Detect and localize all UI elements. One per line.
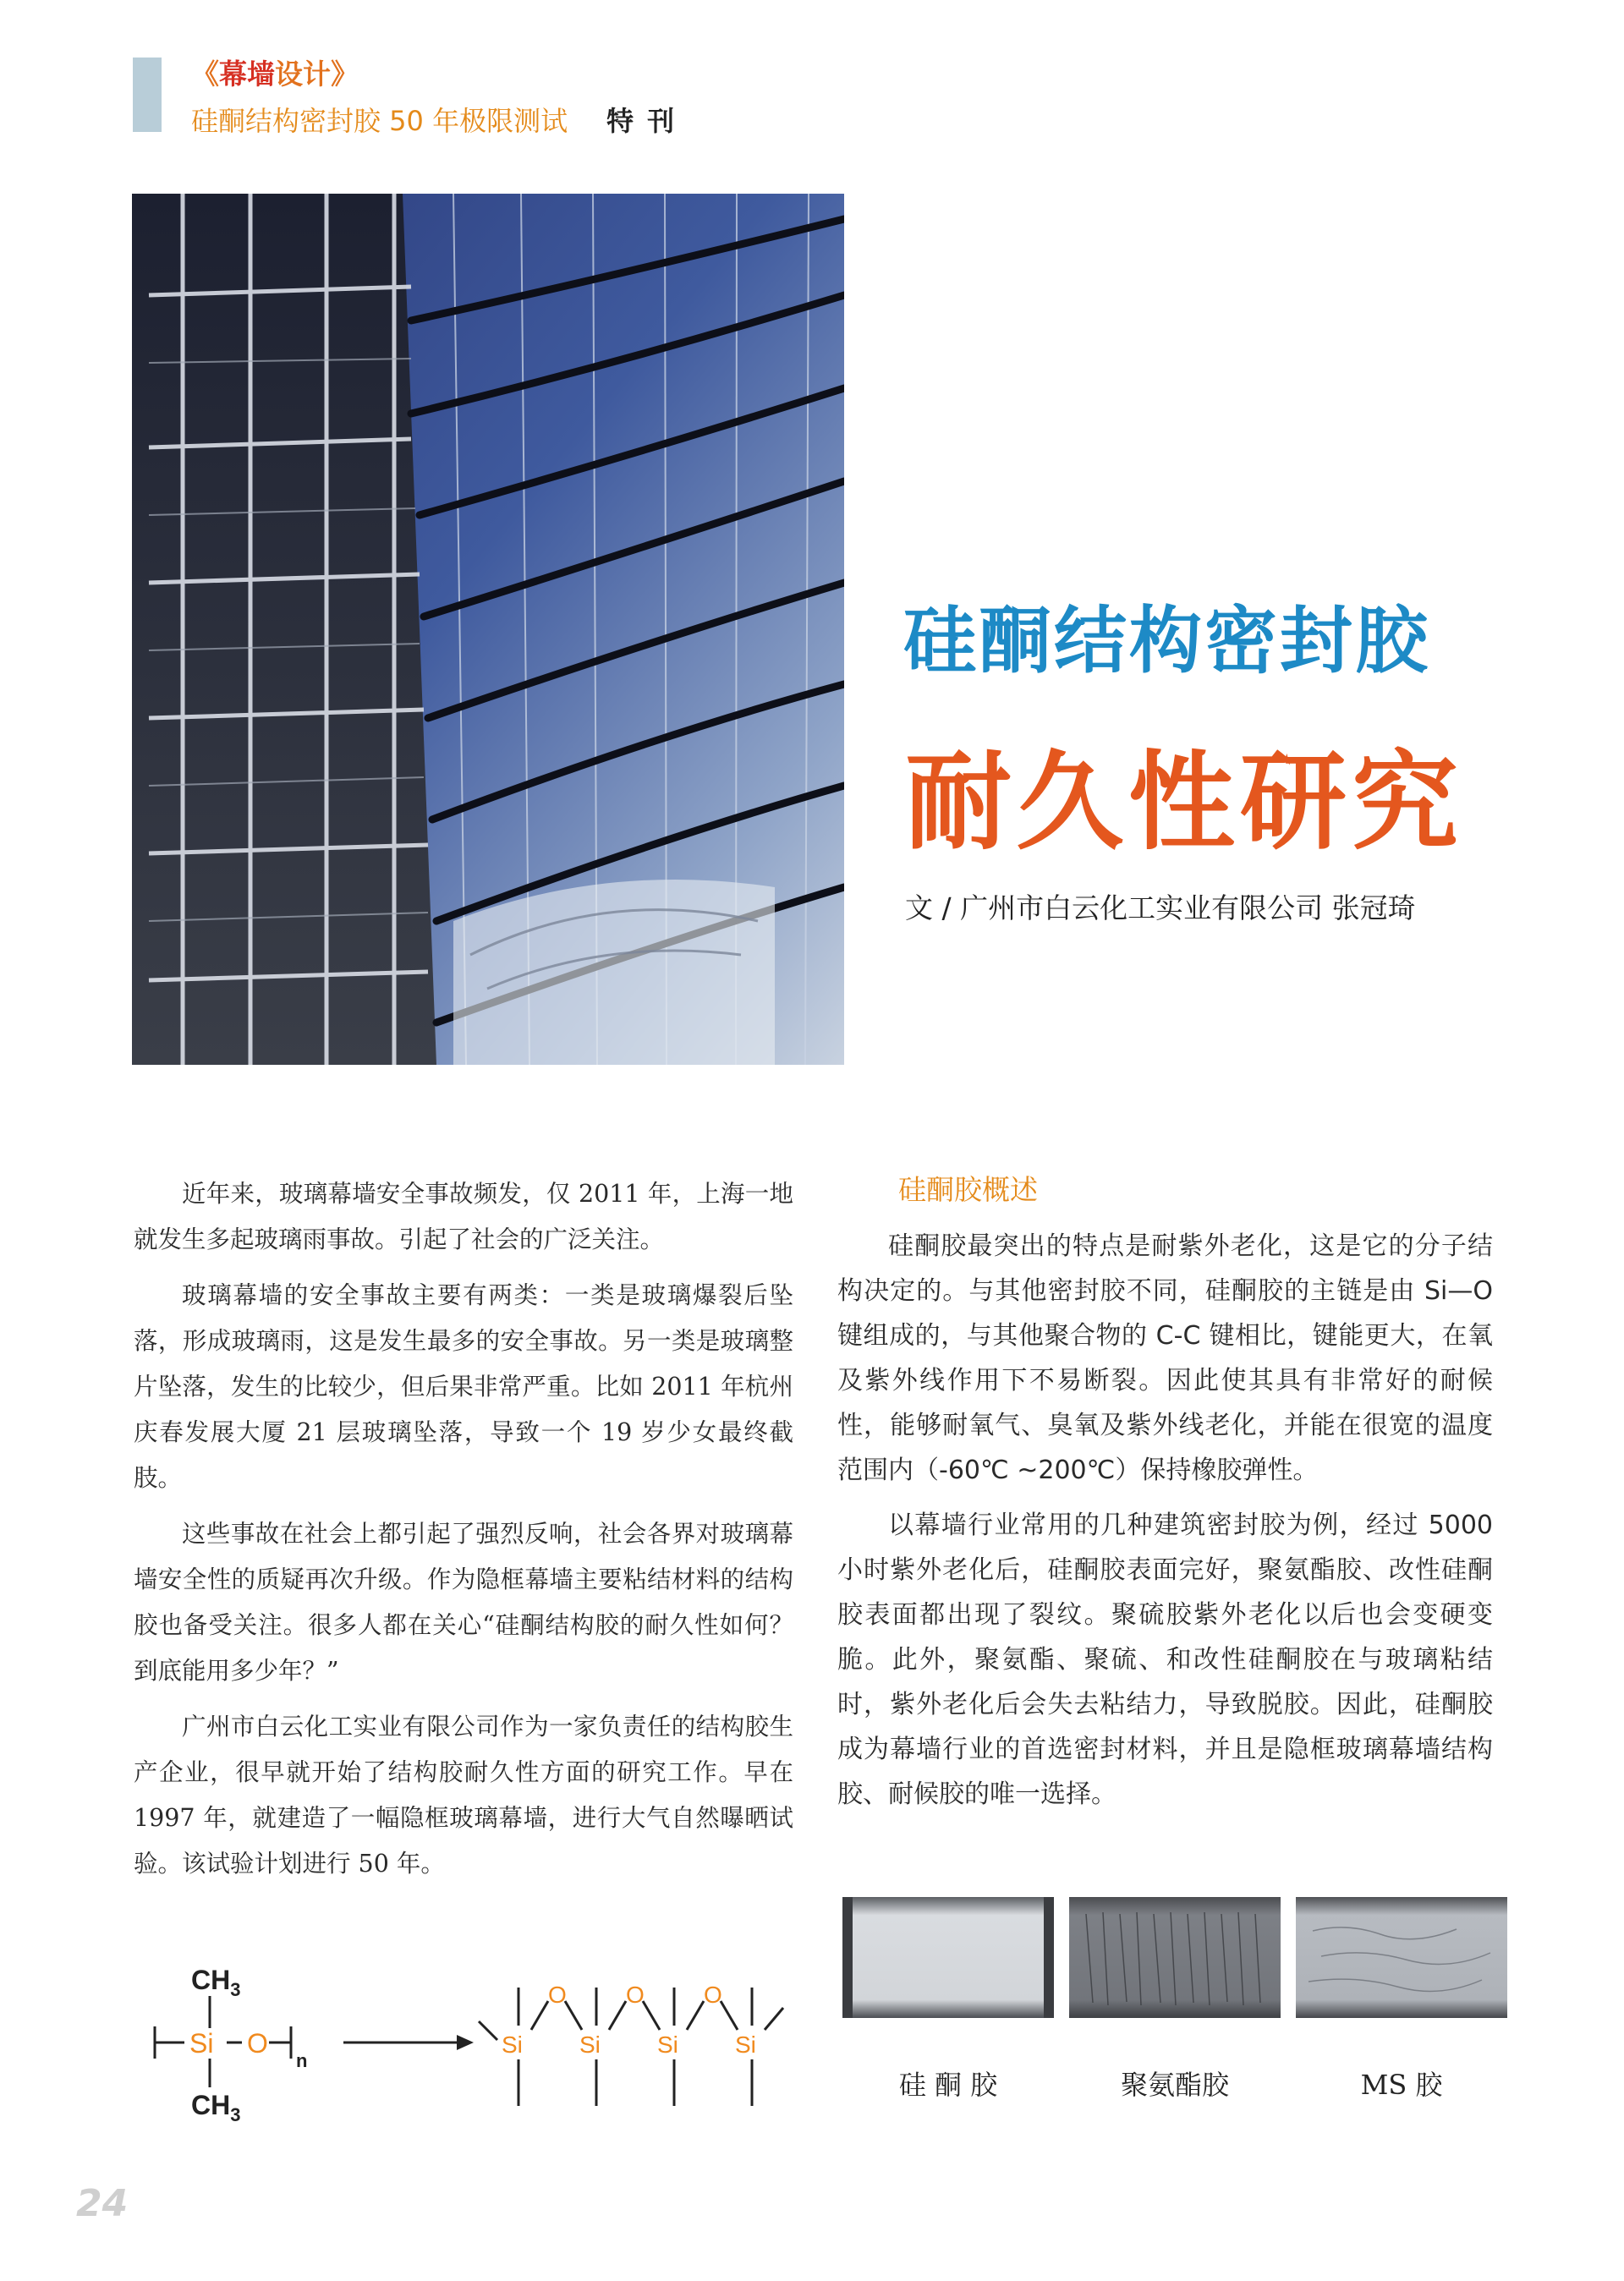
silicon-atom: Si [579,2032,601,2058]
silicon-atom: Si [502,2032,523,2058]
paragraph: 以幕墙行业常用的几种建筑密封胶为例，经过 5000 小时紫外老化后，硅酮胶表面完好，聚氨酯胶、改性硅酮胶表面都出现了裂纹。聚硫胶紫外老化以后也会变硬变脆。此外，聚氨酯、聚硫、和改性硅酮胶在与玻璃粘结时，紫外老化后会失去粘结力，导致脱胶。因此，硅酮胶成为幕墙行业的首选密封材料，并且是隐框玻璃幕墙结构胶、耐候胶的唯一选择。 [837,1511,1493,1809]
oxygen-atom: O [247,2028,268,2059]
sample-label-ms: MS 胶 [1360,2069,1443,2101]
right-text-column [837,1171,1493,1827]
sample-label-silicone: 硅 酮 胶 [898,2069,998,2101]
page-number: 24 [76,2182,129,2225]
special-issue-label: 特刊 [606,105,689,137]
article-title-line1: 硅酮结构密封胶 [903,599,1430,683]
article-byline: 文 / 广州市白云化工实业有限公司 张冠琦 [905,891,1416,924]
siloxane-formula-diagram [142,1954,802,2123]
issue-topic: 硅酮结构密封胶 50 年极限测试 [191,105,568,137]
ms-sealant-sample-photo [1296,1897,1507,2018]
methyl-group-top: $CH_3$ [191,1965,241,2000]
silicon-atom: Si [735,2032,756,2058]
paragraph: 广州市白云化工实业有限公司作为一家负责任的结构胶生产企业，很早就开始了结构胶耐久性方面的研究工作。早在 1997 年，就建造了一幅隐框玻璃幕墙，进行大气自然曝晒试验。该试验计划进行 50 年。 [134,1713,793,1878]
oxygen-atom: O [548,1982,567,2008]
oxygen-atom: O [704,1982,722,2008]
paragraph: 硅酮胶最突出的特点是耐紫外老化，这是它的分子结构决定的。与其他密封胶不同，硅酮胶的主链是由 Si—O 键组成的，与其他聚合物的 C-C 键相比，键能更大，在氧及紫外线作用下不易断裂。因此使其具有非常好的耐候性，能够耐氧气、臭氧及紫外线老化，并能在很宽的温度范围内（-60℃ ~200℃）保持橡胶弹性。 [837,1231,1493,1485]
paragraph: 这些事故在社会上都引起了强烈反响，社会各界对玻璃幕墙安全性的质疑再次升级。作为隐框幕墙主要粘结材料的结构胶也备受关注。很多人都在关心“硅酮结构胶的耐久性如何？到底能用多少年？” [134,1520,793,1685]
magazine-name: 《幕墙设计》 [191,58,359,90]
oxygen-atom: O [626,1982,645,2008]
silicon-atom: Si [657,2032,678,2058]
section-heading: 硅酮胶概述 [898,1173,1038,1206]
paragraph: 玻璃幕墙的安全事故主要有两类：一类是玻璃爆裂后坠落，形成玻璃雨，这是发生最多的安全事故。另一类是玻璃整片坠落，发生的比较少，但后果非常严重。比如 2011 年杭州庆春发展大厦 21 层玻璃坠落，导致一个 19 岁少女最终截肢。 [134,1281,793,1492]
curtain-wall-photo [132,194,844,1065]
left-text-column [134,1171,793,1897]
repeat-subscript: n [296,2050,308,2071]
curtain-wall-photo-illustration [132,194,844,1065]
silicon-atom: Si [189,2028,214,2059]
issue-subtitle [191,100,688,139]
sample-label-polyurethane: 聚氨酯胶 [1120,2069,1229,2101]
header-accent-bar [133,58,162,132]
silicone-sample-photo [842,1897,1054,2018]
article-title-line2: 耐久性研究 [905,740,1463,864]
sealant-samples-figure [842,1897,1511,2100]
magazine-name-red: 幕墙 [219,58,275,90]
polyurethane-sample-photo [1069,1897,1281,2018]
paragraph: 近年来，玻璃幕墙安全事故频发，仅 2011 年，上海一地就发生多起玻璃雨事故。引起了社会的广泛关注。 [134,1180,793,1253]
methyl-group-bottom: $CH_3$ [191,2090,241,2123]
